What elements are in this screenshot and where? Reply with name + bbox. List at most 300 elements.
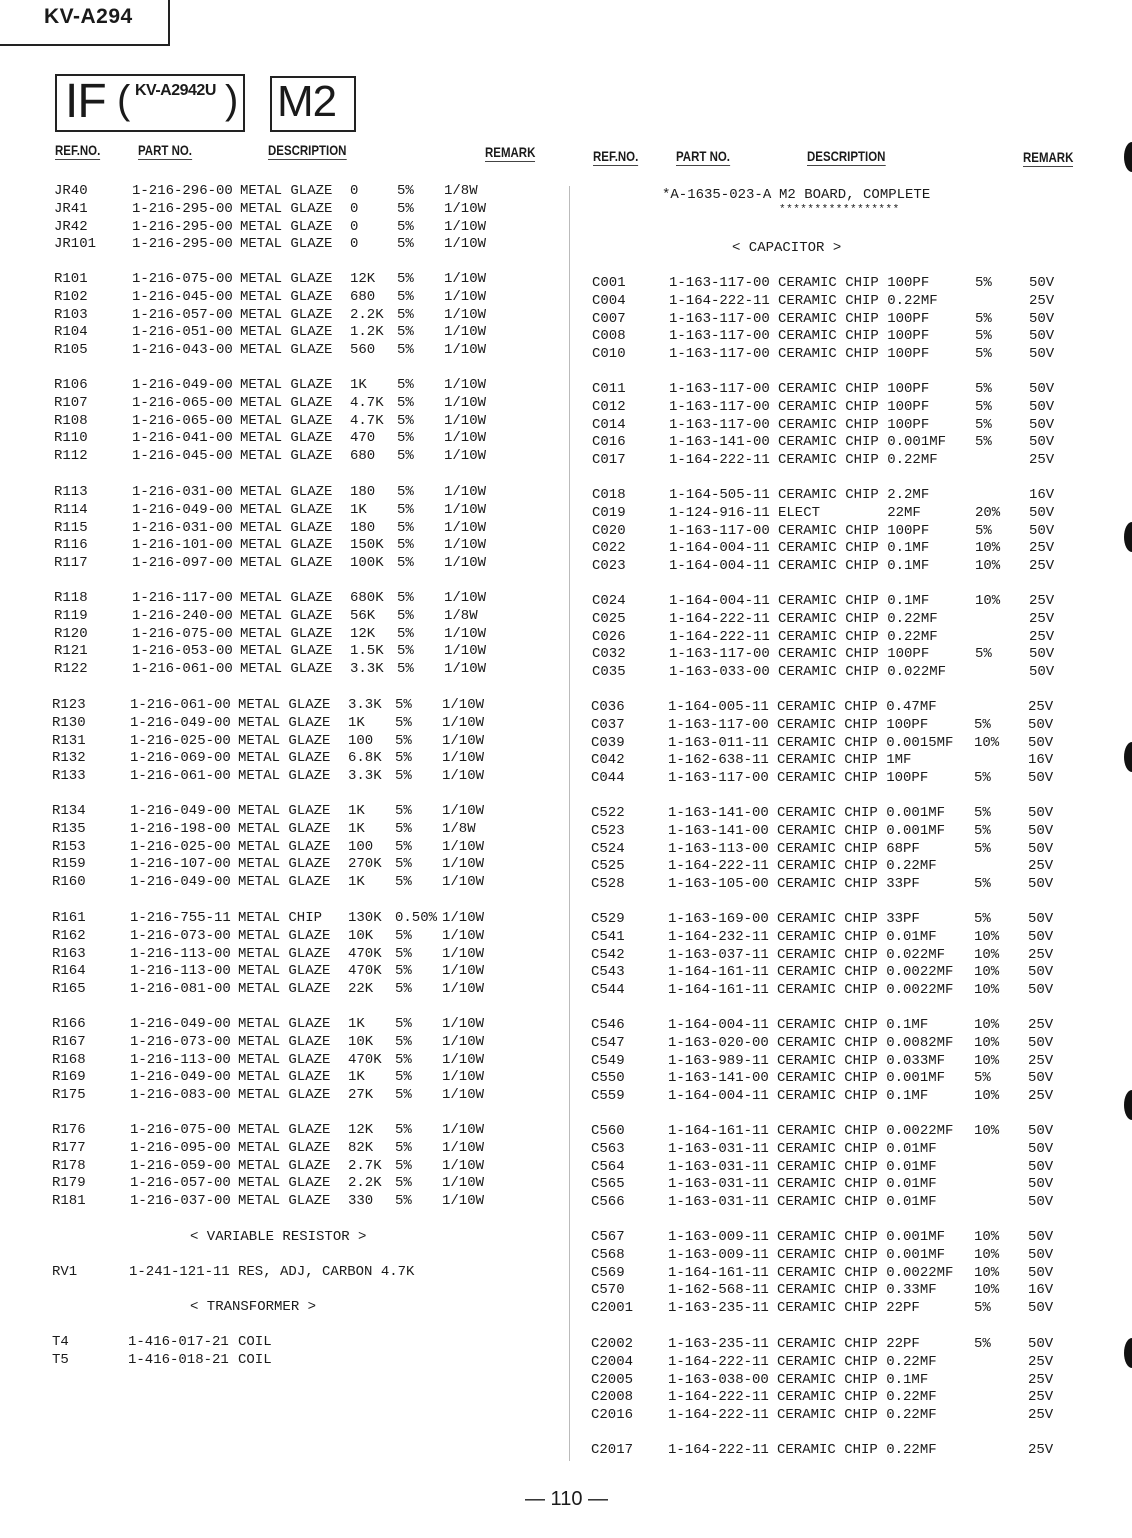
cell-part-no: 1-163-117-00 — [669, 381, 770, 397]
capacitor-row — [0, 1052, 1054, 1071]
cell-tolerance: 5% — [395, 1139, 412, 1156]
cell-tolerance: 25V — [1029, 540, 1055, 557]
cell-part-no: 1-163-989-11 — [668, 1052, 769, 1069]
cell-tolerance: 5% — [397, 306, 414, 323]
cell-rating: 1/10W — [444, 236, 487, 253]
cell-description: METAL GLAZE — [240, 271, 333, 287]
cell-description: METAL GLAZE — [238, 1069, 331, 1086]
cell-part-no: 1-216-295-00 — [132, 236, 233, 253]
cell-rating: 1/8W — [444, 607, 478, 624]
cell-description: ELECT 22MF — [778, 504, 921, 521]
cell-description: CERAMIC CHIP 0.0015MF — [777, 734, 954, 751]
cell-ref-no: R164 — [52, 963, 86, 980]
cell-ref-no: C567 — [591, 1229, 625, 1245]
capacitor-row — [0, 275, 1055, 293]
cell-ref-no: R116 — [54, 537, 88, 554]
cell-rating: 1/10W — [442, 856, 485, 873]
cell-tolerance: 5% — [395, 1016, 412, 1032]
cell-ref-no: R102 — [54, 288, 88, 305]
cell-tolerance: 5% — [395, 963, 412, 980]
cell-ref-no: C019 — [592, 504, 626, 521]
cell-description: METAL CHIP — [238, 910, 323, 926]
cell-tolerance: 50V — [1028, 1300, 1054, 1317]
cell-ref-no: R178 — [52, 1157, 86, 1174]
cell-tolerance: 25V — [1029, 558, 1055, 575]
cell-description: METAL GLAZE — [240, 183, 333, 199]
capacitor-heading: < CAPACITOR > — [732, 240, 842, 256]
cell-description: CERAMIC CHIP 0.22MF — [778, 610, 938, 627]
section-model-label: KV-A2942U — [135, 82, 216, 99]
col-header-desc-left: DESCRIPTION — [268, 142, 347, 158]
cell-value: 680 — [350, 288, 376, 305]
cell-ref-no: R101 — [54, 271, 88, 287]
cell-tolerance: 50V — [1028, 964, 1054, 981]
cell-part-no: 1-216-296-00 — [132, 183, 233, 199]
capacitor-row — [0, 982, 1054, 1000]
cell-value: 1K — [348, 874, 365, 891]
cell-ref-no: C569 — [591, 1264, 625, 1281]
capacitor-row — [0, 664, 1055, 682]
capacitor-row — [0, 628, 1055, 647]
cell-part-no: 1-164-505-11 — [669, 487, 770, 503]
cell-value: 680K — [350, 590, 384, 606]
cell-description: CERAMIC CHIP 0.22MF — [777, 1389, 937, 1406]
cell-rating: 1/10W — [442, 1087, 485, 1104]
cell-tolerance: 50V — [1028, 982, 1054, 999]
cell-tolerance: 25V — [1028, 1371, 1054, 1388]
cell-ref-no: R169 — [52, 1069, 86, 1086]
cell-tolerance: 5% — [397, 342, 414, 359]
cell-ref-no: R177 — [52, 1139, 86, 1156]
cell-tolerance: 5% — [397, 537, 414, 554]
cell-description: METAL GLAZE — [238, 732, 331, 749]
cell-description: METAL GLAZE — [238, 714, 331, 731]
cell-tolerance: 50V — [1028, 928, 1054, 945]
cell-part-no: 1-164-004-11 — [668, 1088, 769, 1105]
cell-value: 470K — [348, 945, 382, 962]
cell-value: 10% — [974, 1264, 1000, 1281]
capacitor-row — [0, 328, 1055, 346]
cell-tolerance: 50V — [1028, 1070, 1054, 1087]
cell-tolerance: 50V — [1028, 805, 1054, 821]
cell-value: 5% — [974, 1336, 991, 1352]
cell-tolerance: 5% — [395, 1193, 412, 1210]
cell-part-no: 1-216-049-00 — [130, 1069, 231, 1086]
cell-ref-no: R107 — [54, 394, 88, 411]
binding-hole-marker — [1124, 1338, 1132, 1368]
capacitor-row — [0, 770, 1054, 788]
capacitor-row — [0, 820, 1054, 841]
cell-ref-no: C570 — [591, 1282, 625, 1299]
cell-part-no: 1-416-017-21 — [128, 1334, 229, 1350]
cell-ref-no: C541 — [591, 928, 625, 945]
cell-ref-no: C018 — [592, 487, 626, 503]
cell-ref-no: C044 — [591, 770, 625, 787]
cell-part-no: 1-216-065-00 — [132, 394, 233, 411]
cell-ref-no: R132 — [52, 750, 86, 767]
cell-ref-no: C543 — [591, 964, 625, 981]
capacitor-row — [0, 434, 1055, 452]
cell-description: METAL GLAZE — [238, 1033, 331, 1050]
cell-ref-no: C2017 — [591, 1442, 634, 1458]
cell-tolerance: 5% — [395, 820, 412, 837]
cell-ref-no: C564 — [591, 1158, 625, 1175]
cell-part-no: 1-216-095-00 — [130, 1139, 231, 1156]
column-divider — [569, 186, 570, 1461]
cell-tolerance: 5% — [397, 484, 414, 500]
cell-value: 5% — [974, 822, 991, 839]
cell-part-no: 1-164-222-11 — [668, 858, 769, 875]
cell-value: 1K — [348, 1016, 365, 1032]
cell-rating: 1/10W — [444, 342, 487, 359]
variable-resistor-heading: < VARIABLE RESISTOR > — [190, 1229, 367, 1245]
cell-part-no: 1-216-049-00 — [132, 501, 233, 518]
cell-value: 5% — [975, 328, 992, 345]
cell-description: CERAMIC CHIP 0.001MF — [777, 1229, 946, 1245]
cell-value: 2.2K — [350, 306, 384, 323]
board-part-number: *A-1635-023-A — [662, 187, 772, 203]
cell-part-no: 1-163-117-00 — [669, 275, 770, 291]
cell-part-no: 1-216-097-00 — [132, 555, 233, 572]
capacitor-row — [0, 946, 1054, 965]
cell-part-no: 1-164-222-11 — [669, 610, 770, 627]
cell-ref-no: C012 — [592, 398, 626, 415]
cell-rating: 1/10W — [442, 714, 485, 731]
cell-ref-no: C016 — [592, 434, 626, 451]
cell-ref-no: C2004 — [591, 1353, 634, 1370]
cell-part-no: 1-216-049-00 — [130, 803, 231, 819]
cell-rating: 1/10W — [444, 555, 487, 572]
cell-description: METAL GLAZE — [240, 342, 333, 359]
cell-description: METAL GLAZE — [240, 625, 333, 642]
cell-ref-no: R133 — [52, 768, 86, 785]
cell-value: 12K — [350, 271, 376, 287]
cell-description: METAL GLAZE — [238, 803, 331, 819]
cell-part-no: 1-163-141-00 — [669, 434, 770, 451]
cell-value: 1.5K — [350, 643, 384, 660]
cell-part-no: 1-164-161-11 — [668, 1123, 769, 1139]
cell-part-no: 1-216-025-00 — [130, 838, 231, 855]
cell-description: CERAMIC CHIP 0.1MF — [777, 1017, 929, 1033]
cell-tolerance: 50V — [1029, 275, 1055, 291]
cell-rating: 1/10W — [442, 1193, 485, 1210]
cell-ref-no: T5 — [52, 1352, 69, 1368]
cell-ref-no: C023 — [592, 558, 626, 575]
cell-part-no: 1-216-107-00 — [130, 856, 231, 873]
cell-tolerance: 50V — [1028, 770, 1054, 787]
cell-part-no: 1-163-031-11 — [668, 1158, 769, 1175]
cell-ref-no: C2008 — [591, 1389, 634, 1406]
cell-tolerance: 50V — [1028, 840, 1054, 857]
capacitor-row — [0, 1407, 1054, 1425]
cell-description: METAL GLAZE — [238, 1087, 331, 1104]
cell-ref-no: R123 — [52, 697, 86, 713]
cell-rating: 1/10W — [442, 910, 485, 926]
capacitor-row — [0, 540, 1055, 558]
cell-description: METAL GLAZE — [240, 555, 333, 572]
cell-ref-no: R115 — [54, 519, 88, 536]
cell-part-no: 1-164-004-11 — [668, 1017, 769, 1033]
cell-part-no: 1-216-113-00 — [130, 963, 231, 980]
cell-ref-no: C025 — [592, 610, 626, 627]
cell-description: METAL GLAZE — [240, 430, 333, 447]
cell-description: CERAMIC CHIP 0.01MF — [777, 1176, 937, 1193]
cell-ref-no: C2001 — [591, 1300, 634, 1317]
cell-ref-no: JR101 — [54, 236, 97, 253]
cell-ref-no: C523 — [591, 822, 625, 839]
cell-rating: 1/10W — [444, 218, 487, 235]
cell-value: 10% — [974, 1229, 1000, 1245]
cell-part-no: 1-216-073-00 — [130, 1033, 231, 1050]
capacitor-row — [0, 1246, 1054, 1265]
capacitor-row — [0, 646, 1055, 664]
cell-description: CERAMIC CHIP 22PF — [777, 1336, 920, 1352]
capacitor-row — [0, 522, 1055, 541]
cell-ref-no: C524 — [591, 840, 625, 857]
cell-rating: 1/8W — [442, 820, 476, 837]
cell-ref-no: R105 — [54, 342, 88, 359]
cell-value: 470 — [350, 430, 376, 447]
cell-ref-no: JR41 — [54, 200, 88, 217]
cell-part-no: 1-163-235-11 — [668, 1300, 769, 1317]
cell-value: 5% — [975, 522, 992, 539]
section-if-label: IF — [65, 75, 106, 128]
cell-part-no: 1-216-025-00 — [130, 732, 231, 749]
cell-part-no: 1-163-009-11 — [668, 1246, 769, 1263]
cell-tolerance: 25V — [1029, 593, 1055, 609]
cell-rating: 1/10W — [442, 1033, 485, 1050]
cell-tolerance: 5% — [395, 1122, 412, 1138]
cell-description: CERAMIC CHIP 33PF — [777, 911, 920, 927]
capacitor-row — [0, 714, 1054, 735]
cell-tolerance: 5% — [395, 1051, 412, 1068]
cell-ref-no: R165 — [52, 981, 86, 998]
cell-description: METAL GLAZE — [240, 236, 333, 253]
cell-value: 10% — [974, 734, 1000, 751]
cell-ref-no: C549 — [591, 1052, 625, 1069]
cell-description: CERAMIC CHIP 0.22MF — [777, 1442, 937, 1458]
cell-rating: 1/10W — [442, 945, 485, 962]
cell-value: 330 — [348, 1193, 374, 1210]
cell-description: METAL GLAZE — [238, 1193, 331, 1210]
cell-description: CERAMIC CHIP 100PF — [778, 310, 930, 327]
cell-part-no: 1-163-009-11 — [668, 1229, 769, 1245]
cell-value: 10% — [974, 1282, 1000, 1299]
cell-ref-no: R122 — [54, 661, 88, 678]
cell-ref-no: C020 — [592, 522, 626, 539]
cell-value: 5% — [974, 716, 991, 733]
cell-value: 5% — [974, 805, 991, 821]
cell-description: CERAMIC CHIP 0.001MF — [777, 1070, 946, 1087]
cell-value: 1K — [348, 803, 365, 819]
resistor-row — [0, 183, 520, 201]
cell-tolerance: 5% — [395, 697, 412, 713]
cell-value: 4.7K — [350, 412, 384, 429]
cell-rating: 1/10W — [444, 394, 487, 411]
cell-ref-no: C547 — [591, 1034, 625, 1051]
cell-part-no: 1-163-117-00 — [669, 398, 770, 415]
cell-description: CERAMIC CHIP 0.22MF — [778, 628, 938, 645]
capacitor-row — [0, 699, 1054, 717]
cell-tolerance: 50V — [1028, 1229, 1054, 1245]
cell-part-no: 1-216-061-00 — [132, 661, 233, 678]
cell-ref-no: R104 — [54, 324, 88, 341]
cell-ref-no: R166 — [52, 1016, 86, 1032]
cell-description: CERAMIC CHIP 0.0022MF — [777, 1264, 954, 1281]
cell-tolerance: 5% — [395, 1087, 412, 1104]
cell-ref-no: C032 — [592, 646, 626, 663]
cell-value: 10% — [974, 982, 1000, 999]
cell-part-no: 1-163-031-11 — [668, 1140, 769, 1157]
cell-description: CERAMIC CHIP 0.1MF — [777, 1371, 929, 1388]
cell-description: METAL GLAZE — [238, 1122, 331, 1138]
cell-description: CERAMIC CHIP 0.22MF — [778, 292, 938, 309]
cell-value: 6.8K — [348, 750, 382, 767]
cell-part-no: 1-216-083-00 — [130, 1087, 231, 1104]
cell-rating: 1/10W — [442, 1051, 485, 1068]
page-number: — 110 — — [525, 1488, 608, 1510]
capacitor-row — [0, 504, 1055, 523]
cell-description: CERAMIC CHIP 0.22MF — [778, 452, 938, 469]
capacitor-row — [0, 964, 1054, 982]
cell-description: METAL GLAZE — [238, 1016, 331, 1032]
cell-ref-no: C008 — [592, 328, 626, 345]
cell-value: 1K — [348, 1069, 365, 1086]
cell-description: METAL GLAZE — [238, 963, 331, 980]
cell-description: CERAMIC CHIP 100PF — [777, 770, 929, 787]
capacitor-row — [0, 1158, 1054, 1177]
cell-rating: 1/10W — [444, 412, 487, 429]
cell-tolerance: 50V — [1028, 1264, 1054, 1281]
cell-value: 0 — [350, 218, 359, 235]
cell-tolerance: 50V — [1028, 1246, 1054, 1263]
cell-rating: 1/10W — [444, 324, 487, 341]
binding-hole-marker — [1124, 742, 1132, 772]
cell-part-no: 1-216-049-00 — [130, 874, 231, 891]
cell-part-no: 1-163-105-00 — [668, 876, 769, 893]
cell-value: 100 — [348, 838, 374, 855]
cell-description: METAL GLAZE — [238, 945, 331, 962]
cell-tolerance: 25V — [1029, 610, 1055, 627]
capacitor-row — [0, 1389, 1054, 1407]
cell-ref-no: JR40 — [54, 183, 88, 199]
cell-tolerance: 5% — [395, 1157, 412, 1174]
cell-tolerance: 5% — [397, 288, 414, 305]
cell-value: 470K — [348, 963, 382, 980]
cell-ref-no: C560 — [591, 1123, 625, 1139]
cell-value: 560 — [350, 342, 376, 359]
cell-description: CERAMIC CHIP 0.01MF — [777, 1140, 937, 1157]
capacitor-row — [0, 398, 1055, 417]
cell-value: 3.3K — [350, 661, 384, 678]
cell-tolerance: 16V — [1028, 1282, 1054, 1299]
capacitor-row — [0, 752, 1054, 770]
cell-tolerance: 5% — [397, 271, 414, 287]
cell-ref-no: R108 — [54, 412, 88, 429]
cell-value: 130K — [348, 910, 382, 926]
col-header-ref-right: REF.NO. — [593, 148, 639, 164]
cell-value: 10% — [974, 1052, 1000, 1069]
cell-part-no: 1-216-075-00 — [130, 1122, 231, 1138]
cell-ref-no: R175 — [52, 1087, 86, 1104]
cell-description: CERAMIC CHIP 0.001MF — [778, 434, 947, 451]
cell-ref-no: C042 — [591, 752, 625, 769]
cell-tolerance: 5% — [397, 501, 414, 518]
cell-description: METAL GLAZE — [238, 927, 331, 944]
cell-tolerance: 5% — [395, 768, 412, 785]
cell-part-no: 1-164-222-11 — [669, 452, 770, 469]
capacitor-row — [0, 1034, 1054, 1053]
cell-ref-no: C014 — [592, 416, 626, 433]
capacitor-row — [0, 1017, 1054, 1035]
cell-rating: 1/10W — [442, 732, 485, 749]
cell-description: CERAMIC CHIP 22PF — [777, 1300, 920, 1317]
cell-ref-no: C546 — [591, 1017, 625, 1033]
cell-tolerance: 25V — [1028, 1389, 1054, 1406]
cell-tolerance: 5% — [397, 394, 414, 411]
board-title-box — [270, 76, 356, 132]
cell-tolerance: 25V — [1028, 1088, 1054, 1105]
cell-value: 20% — [975, 504, 1001, 521]
cell-description: CERAMIC CHIP 2.2MF — [778, 487, 930, 503]
cell-value: 180 — [350, 519, 376, 536]
cell-description: CERAMIC CHIP 100PF — [778, 275, 930, 291]
capacitor-row — [0, 292, 1055, 311]
board-label: M2 — [277, 77, 337, 126]
cell-ref-no: R117 — [54, 555, 88, 572]
cell-tolerance: 0.50% — [395, 910, 438, 926]
cell-description: CERAMIC CHIP 100PF — [778, 522, 930, 539]
cell-description: METAL GLAZE — [240, 661, 333, 678]
cell-part-no: 1-216-117-00 — [132, 590, 233, 606]
cell-rating: 1/10W — [442, 1157, 485, 1174]
cell-ref-no: C024 — [592, 593, 626, 609]
capacitor-row — [0, 1282, 1054, 1300]
cell-part-no: 1-216-045-00 — [132, 288, 233, 305]
cell-ref-no: R130 — [52, 714, 86, 731]
model-number: KV-A294 — [44, 5, 133, 28]
cell-tolerance: 50V — [1029, 664, 1055, 681]
cell-part-no: 1-216-061-00 — [130, 768, 231, 785]
cell-ref-no: R153 — [52, 838, 86, 855]
cell-rating: 1/10W — [444, 501, 487, 518]
cell-value: 1K — [350, 501, 367, 518]
cell-description: METAL GLAZE — [240, 484, 333, 500]
cell-tolerance: 5% — [397, 183, 414, 199]
cell-rating: 1/10W — [444, 484, 487, 500]
cell-ref-no: C010 — [592, 346, 626, 363]
cell-description: CERAMIC CHIP 0.033MF — [777, 1052, 946, 1069]
cell-tolerance: 25V — [1029, 452, 1055, 469]
cell-tolerance: 5% — [395, 803, 412, 819]
cell-description: METAL GLAZE — [238, 838, 331, 855]
cell-ref-no: R134 — [52, 803, 86, 819]
board-underline-stars: ***************** — [779, 204, 900, 216]
cell-part-no: 1-216-051-00 — [132, 324, 233, 341]
cell-ref-no: C2016 — [591, 1407, 634, 1424]
cell-ref-no: C026 — [592, 628, 626, 645]
cell-part-no: 1-163-141-00 — [668, 822, 769, 839]
cell-rating: 1/10W — [444, 661, 487, 678]
cell-tolerance: 16V — [1028, 752, 1054, 769]
cell-ref-no: C2002 — [591, 1336, 634, 1352]
cell-tolerance: 5% — [395, 838, 412, 855]
cell-tolerance: 5% — [397, 324, 414, 341]
cell-value: 5% — [975, 434, 992, 451]
cell-description: METAL GLAZE — [240, 643, 333, 660]
cell-tolerance: 5% — [395, 750, 412, 767]
cell-tolerance: 5% — [395, 1175, 412, 1192]
